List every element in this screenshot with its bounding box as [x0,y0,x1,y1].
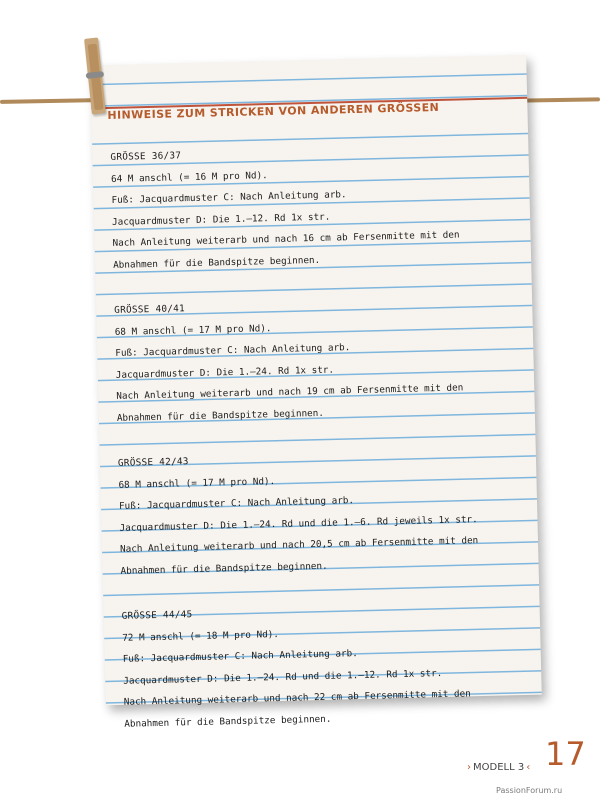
instruction-line: Nach Anleitung weiterarb und nach 22 cm ab Fersenmitte mit den [123,688,471,708]
instruction-line: Nach Anleitung weiterarb und nach 16 cm ab Fersenmitte mit den [112,229,460,249]
instruction-line: Nach Anleitung weiterarb und nach 20,5 cm ab Fersenmitte mit den [119,535,479,555]
instruction-line: Jacquardmuster D: Die 1.–12. Rd 1x str. [111,211,331,228]
note-heading: HINWEISE ZUM STRICKEN VON ANDEREN GRÖSSEN [107,100,440,123]
instruction-line: Jacquardmuster D: Die 1.–24. Rd 1x str. [115,364,335,381]
size-section [114,290,527,429]
size-section [118,443,531,582]
section-title: GRÖSSE 36/37 [110,150,182,163]
clothespin-icon [84,37,106,114]
note-paper [90,55,542,730]
instruction-line: Abnahmen für die Bandspitze beginnen. [112,254,321,271]
page-number: 17 [545,735,586,773]
section-title: GRÖSSE 40/41 [114,303,186,316]
instruction-line: 68 M anschl (= 17 M pro Nd). [114,322,272,338]
instruction-line: Fuß: Jacquardmuster C: Nach Anleitung arb. [115,342,351,359]
size-section [110,137,523,276]
instruction-line: Nach Anleitung weiterarb und nach 19 cm ab Fersenmitte mit den [116,382,464,402]
chevron-left-icon: ‹ [526,762,531,773]
instruction-line: 68 M anschl (= 17 M pro Nd). [118,475,276,491]
instruction-line: 64 M anschl (= 16 M pro Nd). [110,169,268,185]
instruction-line: Abnahmen für die Bandspitze beginnen. [124,713,332,730]
note-content [110,137,535,759]
section-title: GRÖSSE 42/43 [117,456,189,469]
instruction-line: Abnahmen für die Bandspitze beginnen. [120,560,328,577]
size-section [121,596,534,735]
instruction-line: Jacquardmuster D: Die 1.–24. Rd und die 1.–6. Rd jeweils 1x str. [119,513,478,534]
footer-model-label [465,762,532,773]
instruction-line: 72 M anschl (= 18 M pro Nd). [122,628,280,644]
instruction-line: Jacquardmuster D: Die 1.–24. Rd und die 1.–12. Rd 1x str. [123,667,443,687]
model-label: MODELL 3 [473,762,525,773]
clothesline-left [0,98,100,104]
clothesline-right [518,97,600,102]
chevron-right-icon: › [467,762,471,773]
instruction-line: Abnahmen für die Bandspitze beginnen. [116,407,325,424]
instruction-line: Fuß: Jacquardmuster C: Nach Anleitung arb. [118,495,355,512]
instruction-line: Fuß: Jacquardmuster C: Nach Anleitung arb. [111,189,347,206]
watermark: PassionForum.ru [496,786,563,795]
section-title: GRÖSSE 44/45 [121,609,193,622]
instruction-line: Fuß: Jacquardmuster C: Nach Anleitung arb. [122,648,358,665]
